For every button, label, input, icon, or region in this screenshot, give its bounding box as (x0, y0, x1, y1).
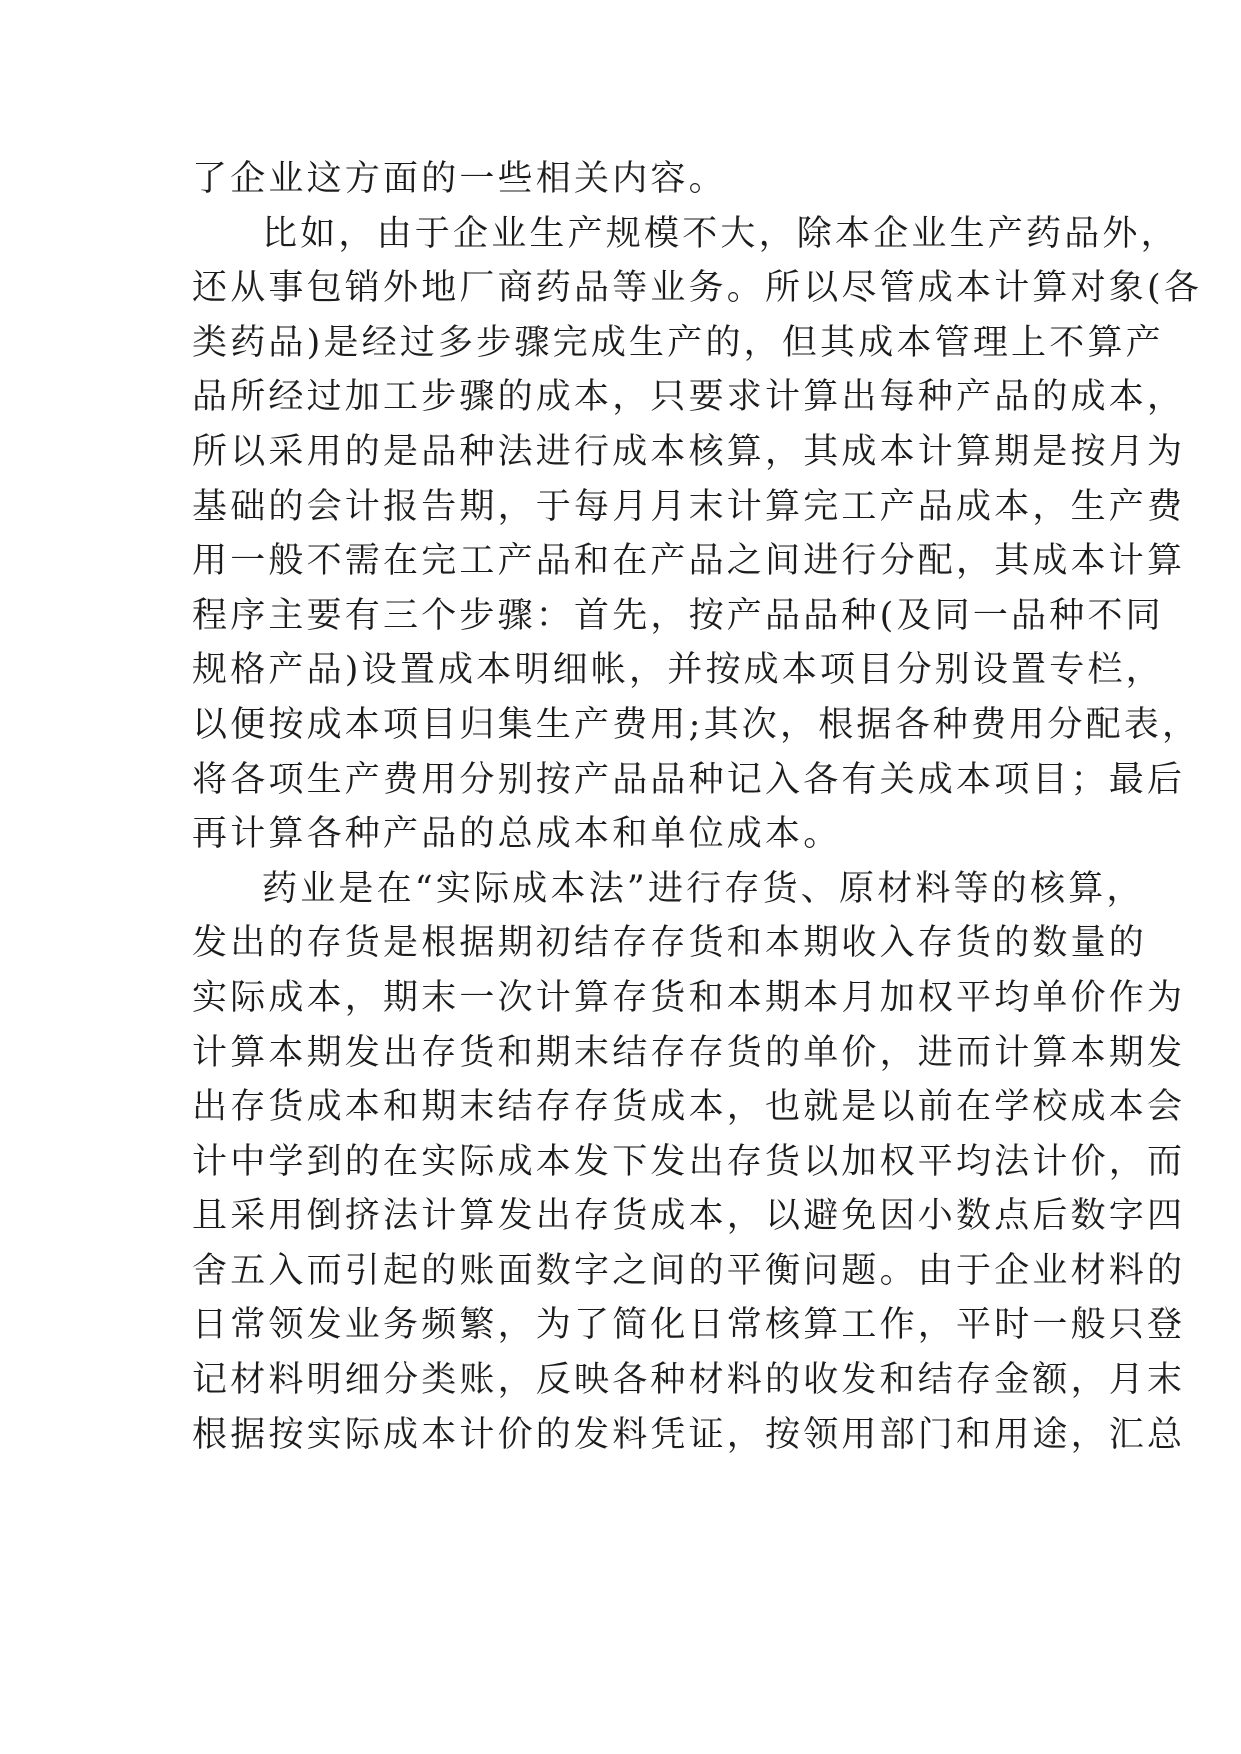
text-line: 类药品)是经过多步骤完成生产的，但其成本管理上不算产 (192, 322, 1164, 363)
text-line: 了企业这方面的一些相关内容。 (192, 159, 727, 199)
body-text (192, 152, 1203, 1462)
text-line: 发出的存货是根据期初结存存货和本期收入存货的数量的 (192, 923, 1148, 964)
paragraph-start-line: 药业是在“实际成本法”进行存货、原材料等的核算， (262, 868, 1145, 909)
text-line: 出存货成本和期末结存存货成本，也就是以前在学校成本会 (192, 1087, 1186, 1128)
text-line: 日常领发业务频繁，为了简化日常核算工作，平时一般只登 (192, 1305, 1186, 1346)
text-line: 品所经过加工步骤的成本，只要求计算出每种产品的成本， (192, 377, 1186, 418)
text-line: 用一般不需在完工产品和在产品之间进行分配，其成本计算 (192, 541, 1186, 582)
text-line: 还从事包销外地厂商药品等业务。所以尽管成本计算对象(各 (192, 268, 1203, 309)
paragraph-start-line: 比如，由于企业生产规模不大，除本企业生产药品外， (262, 213, 1179, 254)
text-line: 根据按实际成本计价的发料凭证，按领用部门和用途，汇总 (192, 1414, 1186, 1455)
text-line: 规格产品)设置成本明细帐，并按成本项目分别设置专栏， (192, 650, 1164, 691)
text-line: 以便按成本项目归集生产费用;其次，根据各种费用分配表， (192, 704, 1201, 745)
text-line: 将各项生产费用分别按产品品种记入各有关成本项目；最后 (192, 759, 1186, 800)
text-line: 程序主要有三个步骤：首先，按产品品种(及同一品种不同 (192, 595, 1164, 636)
text-line: 且采用倒挤法计算发出存货成本，以避免因小数点后数字四 (192, 1196, 1186, 1237)
text-line: 实际成本，期末一次计算存货和本期本月加权平均单价作为 (192, 977, 1186, 1018)
text-line: 计中学到的在实际成本发下发出存货以加权平均法计价，而 (192, 1141, 1186, 1182)
text-line: 记材料明细分类账，反映各种材料的收发和结存金额，月末 (192, 1360, 1186, 1401)
text-line: 基础的会计报告期，于每月月末计算完工产品成本，生产费 (192, 486, 1186, 527)
text-line: 计算本期发出存货和期末结存存货的单价，进而计算本期发 (192, 1032, 1186, 1073)
text-line: 舍五入而引起的账面数字之间的平衡问题。由于企业材料的 (192, 1250, 1186, 1291)
text-line: 再计算各种产品的总成本和单位成本。 (192, 814, 842, 855)
text-line: 所以采用的是品种法进行成本核算，其成本计算期是按月为 (192, 431, 1186, 472)
